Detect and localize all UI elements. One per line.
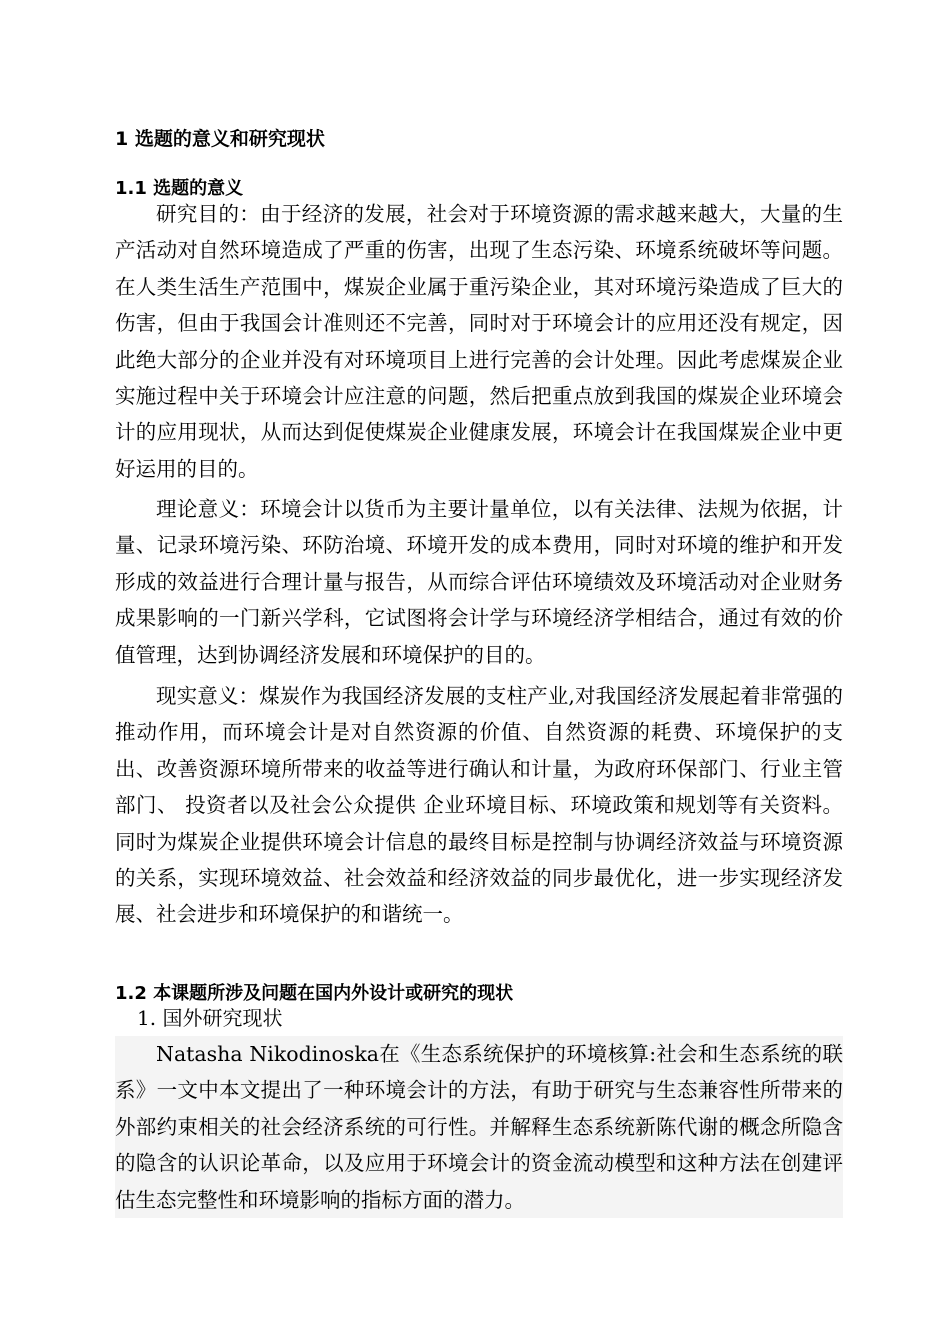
subsection-heading-research-status: 1.2 本课题所涉及问题在国内外设计或研究的现状 [115, 983, 514, 1004]
paragraph-theoretical-significance: 理论意义：环境会计以货币为主要计量单位，以有关法律、法规为依据，计量、记录环境污染、环防治境、环境开发的成本费用，同时对环境的维护和开发形成的效益进行合理计量与报告，从而综合评估环境绩效及环境活动对企业财务成果影响的一门新兴学科，它试图将会计学与环境经济学相结合，通过有效的价值管理，达到协调经济发展和环境保护的目的。 [115, 497, 843, 667]
paragraph-foreign-research: Natasha Nikodinoska在《生态系统保护的环境核算:社会和生态系统的联系》一文中本文提出了一种环境会计的方法，有助于研究与生态兼容性所带来的外部约束相关的社会经济系统的可行性。并解释生态系统新陈代谢的概念所隐含的隐含的认识论革命，以及应用于环境会计的资金流动模型和这种方法在创建评估生态完整性和环境影响的指标方面的潜力。 [115, 1036, 843, 1218]
paragraph-research-purpose: 研究目的：由于经济的发展，社会对于环境资源的需求越来越大，大量的生产活动对自然环境造成了严重的伤害，出现了生态污染、环境系统破坏等问题。在人类生活生产范围中，煤炭企业属于重污染企业，其对环境污染造成了巨大的伤害，但由于我国会计准则还不完善，同时对于环境会计的应用还没有规定，因此绝大部分的企业并没有对环境项目上进行完善的会计处理。因此考虑煤炭企业实施过程中关于环境会计应注意的问题，然后把重点放到我国的煤炭企业环境会计的应用现状，从而达到促使煤炭企业健康发展，环境会计在我国煤炭企业中更好运用的目的。 [115, 202, 843, 481]
subsection-heading-significance: 1.1 选题的意义 [115, 178, 244, 199]
section-heading: 1 选题的意义和研究现状 [115, 128, 325, 150]
paragraph-practical-significance: 现实意义：煤炭作为我国经济发展的支柱产业,对我国经济发展起着非常强的推动作用，而环境会计是对自然资源的价值、自然资源的耗费、环境保护的支出、改善资源环境所带来的收益等进行确认和计量，为政府环保部门、行业主管部门、 投资者以及社会公众提供 企业环境目标、环境政策和规划等有关资料。同时为煤炭企业提供环境会计信息的最终目标是控制与协调经济效益与环境资源的关系，实现环境效益、社会效益和经济效益的同步最优化，进一步实现经济发展、社会进步和环境保护的和谐统一。 [115, 684, 843, 927]
list-item-foreign-research: 1. 国外研究现状 [137, 1006, 283, 1030]
